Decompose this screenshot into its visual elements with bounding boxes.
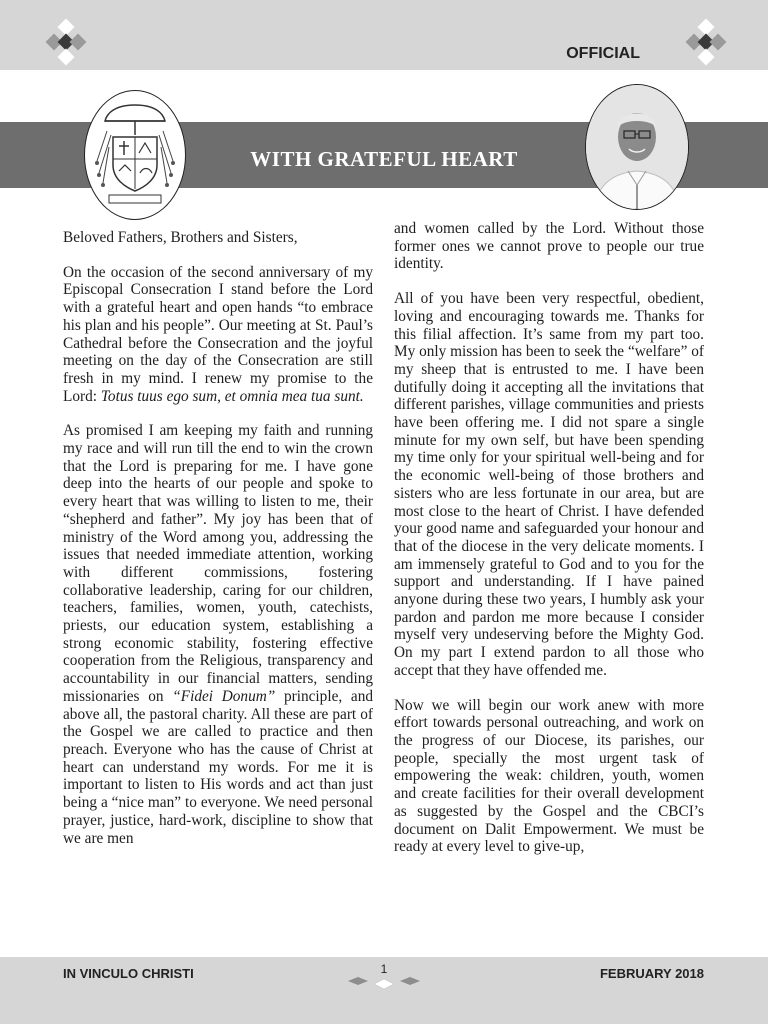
issue-date: FEBRUARY 2018 bbox=[599, 966, 704, 981]
footer-ornament bbox=[344, 976, 424, 990]
salutation: Beloved Fathers, Brothers and Sisters, bbox=[63, 229, 298, 246]
publication-name: IN VINCULO CHRISTI bbox=[63, 966, 194, 981]
section-label: OFFICIAL bbox=[566, 45, 640, 62]
page-number: 1 bbox=[380, 962, 388, 976]
header-diamonds-left bbox=[43, 19, 89, 65]
paragraph: As promised I am keeping my faith and running my race and will run till the end to win the crown that the Lord is preparing for me. I have gone deep into the hearts of our people and spoke to every heart that was willing to listen to me, their “shepherd and father”. My joy has been that of ministry of the Word among you, addressing the issues that needed immediate attention, working with different commissions, fostering collaborative leadership, caring for our children, teachers, families, women, youth, catechists, priests, our education system, establishing a strong economic stability, fostering effective cooperation from the Religious, transparency and accountability in our financial matters, sending missionaries on “Fidei Donum” principle, and above all, the pastoral charity. All these are part of the Gospel we are called to practice and then preach. Everyone who has the cause of Christ at heart can understand my words. For me it is important to listen to His words and act than just being a “nice man” to everyone. We need personal prayer, justice, hard-work, discipline to show that we are men bbox=[63, 422, 373, 847]
paragraph: Now we will begin our work anew with more effort towards personal outreaching, and work on the progress of our Diocese, its parishes, our people, specially the most urgent task of empowering the weak: children, youth, women and create facilities for their overall development as suggested by the Gospel and the CBCI’s document on Dalit Empowerment. We must be ready at every level to give-up, bbox=[394, 696, 704, 856]
coat-of-arms-emblem bbox=[84, 90, 186, 220]
paragraph: All of you have been very respectful, obedient, loving and encouraging towards me. Thanks for this filial affection. It’s same from my part too. My only mission has been to seek the “welfare” of my sheep that is entrusted to me. I have been dutifully doing it accepting all the invitations that different parishes, village communities and priests have been offering me. I did not spare a single minute for my own self, but have been spending my time only for your spiritual well-being and for the economic well-being of those brothers and sisters who are less fortunate in our area, but are most close to the heart of Christ. I have defended your good name and safeguarded your honour and that of the diocese in the very delicate moments. I am immensely grateful to God and to you for the support and understanding. If I have pained anyone during these two years, I humbly ask your pardon and pardon me more because I consider myself very undeserving before the Mighty God. On my part I extend pardon to all those who accept that they have offended me. bbox=[394, 290, 704, 679]
article-column-left bbox=[63, 229, 373, 864]
header-diamonds-right bbox=[683, 19, 729, 65]
fidei-donum-phrase: “Fidei Donum” bbox=[172, 687, 276, 705]
bishop-portrait bbox=[585, 84, 689, 210]
article-column-right bbox=[394, 220, 704, 873]
header-band bbox=[0, 0, 768, 70]
article-title: WITH GRATEFUL HEART bbox=[250, 147, 518, 171]
paragraph: and women called by the Lord. Without those former ones we cannot prove to people our true identity. bbox=[394, 220, 704, 273]
paragraph: On the occasion of the second anniversary of my Episcopal Consecration I stand before the Lord with a grateful heart and open hands “to embrace his plan and his people”. Our meeting at St. Paul’s Cathedral before the Consecration and the joyful meeting on the day of the Consecration are still fresh in my mind. I renew my promise to the Lord: Totus tuus ego sum, et omnia mea tua sunt. bbox=[63, 263, 373, 405]
latin-motto: Totus tuus ego sum, et omnia mea tua sunt. bbox=[100, 387, 364, 405]
